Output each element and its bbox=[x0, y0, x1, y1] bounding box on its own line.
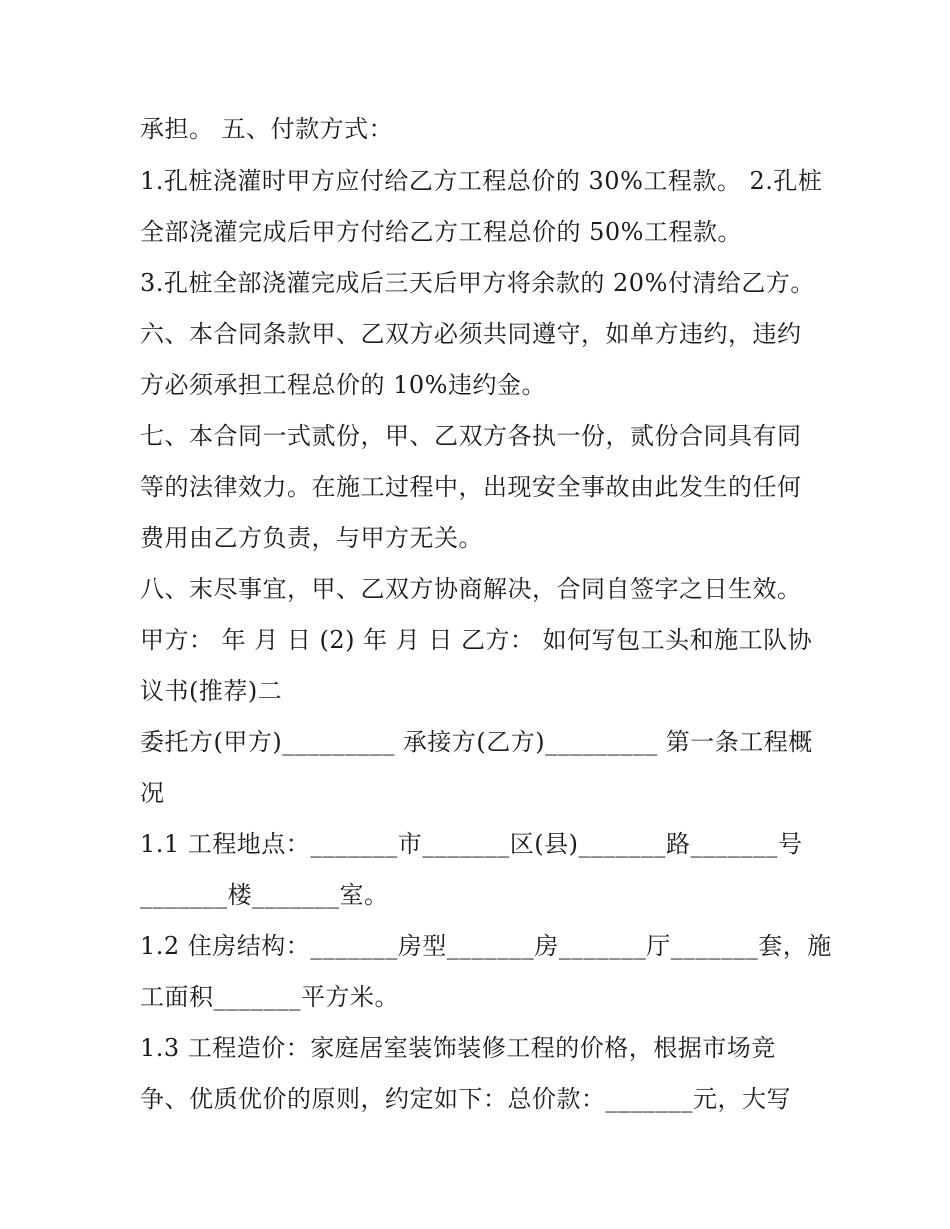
text-line: 承担。 五、付款方式： bbox=[140, 115, 394, 143]
text-line: 3.孔桩全部浇灌完成后三天后甲方将余款的 20%付清给乙方。 bbox=[140, 269, 815, 297]
text-line: 七、本合同一式贰份，甲、乙双方各执一份，贰份合同具有同 bbox=[140, 422, 802, 450]
text-line: 等的法律效力。在施工过程中，出现安全事故由此发生的任何 bbox=[140, 473, 802, 501]
text-line: 六、本合同条款甲、乙双方必须共同遵守，如单方违约，违约 bbox=[140, 320, 802, 348]
text-line: 1.3 工程造价：家庭居室装饰装修工程的价格，根据市场竞 bbox=[140, 1034, 776, 1062]
text-line: 八、末尽事宜，甲、乙双方协商解决，合同自签字之日生效。 bbox=[140, 575, 802, 603]
text-line: 1.2 住房结构：_______房型_______房_______厅_______套，施 bbox=[140, 932, 832, 960]
text-line: 1.1 工程地点：_______市_______区(县)_______路_______号 bbox=[140, 830, 803, 858]
text-line: 争、优质优价的原则，约定如下：总价款：_______元，大写 bbox=[140, 1085, 791, 1113]
text-line: 费用由乙方负责，与甲方无关。 bbox=[140, 524, 483, 552]
text-line: 方必须承担工程总价的 10%违约金。 bbox=[140, 371, 546, 399]
text-line: 1.孔桩浇灌时甲方应付给乙方工程总价的 30%工程款。 2.孔桩 bbox=[140, 167, 823, 195]
text-line: _______楼_______室。 bbox=[140, 881, 389, 909]
text-line: 工面积_______平方米。 bbox=[140, 983, 399, 1011]
text-line: 况 bbox=[140, 779, 165, 807]
text-line: 委托方(甲方)_________ 承接方(乙方)_________ 第一条工程概 bbox=[140, 728, 813, 756]
text-line: 甲方： 年 月 日 (2) 年 月 日 乙方： 如何写包工头和施工队协 bbox=[140, 626, 813, 654]
text-line: 议书(推荐)二 bbox=[140, 677, 283, 705]
text-line: 全部浇灌完成后甲方付给乙方工程总价的 50%工程款。 bbox=[140, 218, 742, 246]
